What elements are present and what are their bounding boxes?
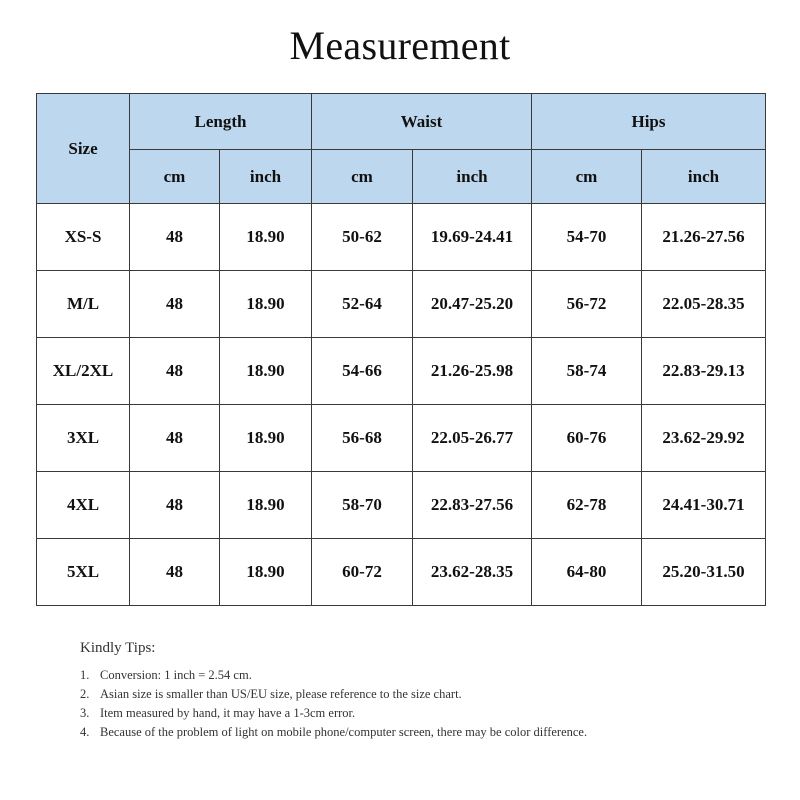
waist-inch-header: inch [413,150,532,204]
waist-group-header: Waist [312,94,532,150]
hips-inch-cell: 22.05-28.35 [642,271,766,338]
waist-inch-cell: 22.83-27.56 [413,472,532,539]
waist-cm-cell: 58-70 [312,472,413,539]
length-inch-cell: 18.90 [220,539,312,606]
tip-number: 3. [80,706,90,720]
table-row [37,204,766,271]
length-inch-cell: 18.90 [220,472,312,539]
hips-cm-cell: 60-76 [532,405,642,472]
hips-inch-cell: 25.20-31.50 [642,539,766,606]
waist-inch-cell: 19.69-24.41 [413,204,532,271]
tip-item [80,704,600,722]
tip-number: 2. [80,687,90,701]
hips-inch-cell: 24.41-30.71 [642,472,766,539]
length-cm-cell: 48 [130,472,220,539]
header-row-groups [37,94,766,150]
tip-text: Conversion: 1 inch = 2.54 cm. [100,668,252,682]
hips-inch-cell: 23.62-29.92 [642,405,766,472]
waist-inch-cell: 22.05-26.77 [413,405,532,472]
hips-cm-cell: 56-72 [532,271,642,338]
waist-cm-cell: 50-62 [312,204,413,271]
tip-number: 1. [80,668,90,682]
length-cm-cell: 48 [130,204,220,271]
tip-text: Asian size is smaller than US/EU size, please reference to the size chart. [100,687,462,701]
waist-cm-cell: 60-72 [312,539,413,606]
waist-cm-cell: 54-66 [312,338,413,405]
tip-item [80,723,600,741]
length-cm-cell: 48 [130,338,220,405]
tip-text: Because of the problem of light on mobile phone/computer screen, there may be color difference. [100,725,588,739]
waist-inch-cell: 20.47-25.20 [413,271,532,338]
size-cell: XL/2XL [37,338,130,405]
size-cell: XS-S [37,204,130,271]
table-row [37,405,766,472]
size-column-header: Size [37,94,130,204]
hips-cm-header: cm [532,150,642,204]
hips-cm-cell: 62-78 [532,472,642,539]
tip-number: 4. [80,725,90,739]
waist-inch-cell: 21.26-25.98 [413,338,532,405]
length-inch-header: inch [220,150,312,204]
size-cell: 3XL [37,405,130,472]
header-row-units [37,150,766,204]
size-cell: 4XL [37,472,130,539]
page-title: Measurement [289,23,511,68]
tip-item [80,685,600,703]
table-row [37,271,766,338]
size-cell: M/L [37,271,130,338]
length-group-header: Length [130,94,312,150]
hips-cm-cell: 54-70 [532,204,642,271]
waist-cm-cell: 56-68 [312,405,413,472]
hips-cm-cell: 58-74 [532,338,642,405]
size-cell: 5XL [37,539,130,606]
length-inch-cell: 18.90 [220,338,312,405]
tip-text: Item measured by hand, it may have a 1-3cm error. [100,706,356,720]
table-row [37,472,766,539]
length-cm-cell: 48 [130,271,220,338]
tip-item [80,666,600,684]
length-cm-cell: 48 [130,405,220,472]
waist-cm-header: cm [312,150,413,204]
length-inch-cell: 18.90 [220,204,312,271]
tips-heading: Kindly Tips: [80,640,156,656]
table-row [37,338,766,405]
hips-group-header: Hips [532,94,766,150]
length-inch-cell: 18.90 [220,271,312,338]
table-row [37,539,766,606]
hips-inch-cell: 22.83-29.13 [642,338,766,405]
kindly-tips [80,640,600,742]
hips-inch-cell: 21.26-27.56 [642,204,766,271]
hips-inch-header: inch [642,150,766,204]
length-cm-header: cm [130,150,220,204]
length-cm-cell: 48 [130,539,220,606]
size-chart-table [36,93,766,606]
waist-cm-cell: 52-64 [312,271,413,338]
tips-list [80,666,600,741]
hips-cm-cell: 64-80 [532,539,642,606]
waist-inch-cell: 23.62-28.35 [413,539,532,606]
length-inch-cell: 18.90 [220,405,312,472]
table-body [37,204,766,606]
